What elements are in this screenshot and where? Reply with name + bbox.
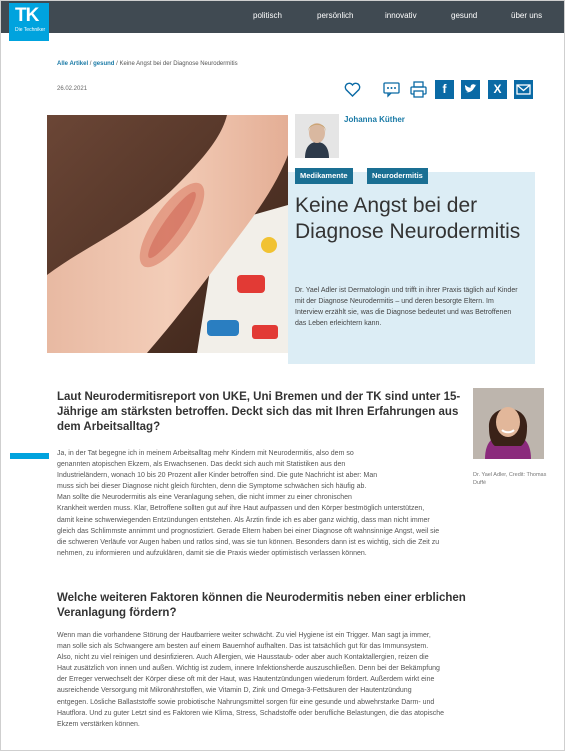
interviewee-photo bbox=[473, 388, 544, 459]
answer-line: Also, nicht zu viel reinigen und desinfizieren. Auch Allergien, wie Hausstaub- oder aber auch Kontaktallergien, reizen die bbox=[57, 654, 429, 662]
answer-line: Ekzem verstärken können. bbox=[57, 720, 140, 728]
answer-line: Ja, in der Tat begegne ich in meinem Arbeitsalltag mehr Kindern mit Neurodermitis, also dem so bbox=[57, 450, 354, 457]
question-heading-1: Laut Neurodermitisreport von UKE, Uni Bremen und der TK sind unter 15-Jährige am stärksten betroffen. Deckt sich das mit Ihren Erfahrungen aus dem Arbeitsalltag? bbox=[57, 391, 461, 433]
answer-line: Man sollte die Neurodermitis als eine Veranlagung sehen, die nicht immer zu einer chronischen bbox=[57, 494, 352, 502]
answer-line: gleich das Schlimmste annimmt und prognostiziert. Gerade Eltern haben bei einer Diagnose oft wahnsinnige Angst, weil sie bbox=[57, 527, 440, 535]
article-title: Keine Angst bei der Diagnose Neurodermitis bbox=[295, 194, 521, 243]
answer-line: Hautflora. Und zu guter Letzt sind es Faktoren wie Klima, Stress, Schadstoffe oder berufliche Belastungen, die das atopische bbox=[57, 709, 445, 717]
answer-line: der Erreger verwechselt der Körper diese oft mit der Haut, was Hautentzündungen wiederum fördert. Außerdem wirkt eine bbox=[57, 676, 435, 684]
breadcrumb bbox=[57, 61, 238, 67]
breadcrumb-all-articles[interactable]: Alle Artikel bbox=[57, 61, 89, 67]
twitter-icon[interactable] bbox=[461, 80, 480, 99]
answer-line: ausreichende Versorgung mit Mikronährstoffen, wie Vitamin D, Zink und Omega-3-Fettsäuren der Hautentzündung bbox=[57, 687, 412, 695]
nav-item-politisch[interactable]: politisch bbox=[253, 11, 282, 20]
heart-icon[interactable] bbox=[343, 80, 362, 99]
answer-line: Wenn man die vorhandene Störung der Hautbarriere weiter schwächt. Zu viel Hygiene ist ein Trigger. Man sagt ja immer, bbox=[57, 632, 431, 639]
side-accent-bar bbox=[10, 453, 49, 459]
answer-line: Haut zusätzlich von innen und außen. Wichtig ist zudem, innere Infektionsherde auszuschließen. Denn bei der Bekämpfung bbox=[57, 665, 440, 673]
xing-icon[interactable]: X bbox=[488, 80, 507, 99]
logo-mark: TK bbox=[15, 5, 39, 26]
answer-line: genannten atopischen Ekzem, als Erwachsenen. Das deckt sich auch mit Statistiken aus den bbox=[57, 461, 346, 469]
author-name[interactable]: Johanna Küther bbox=[344, 115, 405, 124]
answer-2 bbox=[57, 630, 444, 730]
answer-line: Industrieländern, wonach 10 bis 20 Prozent aller Kinder betroffen sind. Die gute Nachricht ist aber: Man bbox=[57, 472, 378, 480]
nav-item-ueber-uns[interactable]: über uns bbox=[511, 11, 543, 20]
logo-subtext: Die Techniker bbox=[15, 27, 46, 33]
author-photo bbox=[295, 114, 339, 158]
print-icon[interactable] bbox=[409, 80, 428, 99]
tag-medikamente[interactable]: Medikamente bbox=[295, 168, 353, 184]
nav-item-persoenlich[interactable]: persönlich bbox=[317, 11, 354, 20]
breadcrumb-separator: / bbox=[116, 61, 120, 67]
question-heading-2: Welche weiteren Faktoren können die Neurodermitis neben einer erblichen Veranlagung fördern? bbox=[57, 592, 466, 619]
breadcrumb-separator: / bbox=[89, 61, 94, 67]
nav-item-gesund[interactable]: gesund bbox=[451, 11, 478, 20]
tag-neurodermitis[interactable]: Neurodermitis bbox=[367, 168, 428, 184]
answer-line: man solle sich als Schwangere am besten auf einem Bauernhof aufhalten. Das ist tatsächlich gut für das Immunsystem. bbox=[57, 643, 429, 651]
breadcrumb-gesund[interactable]: gesund bbox=[93, 61, 115, 67]
answer-line: Krankheit werden muss. Klar, Betroffene sollten gut auf ihre Haut aufpassen und den Körper bestmöglich unterstützen, bbox=[57, 505, 425, 513]
comment-icon[interactable] bbox=[382, 80, 401, 99]
tk-logo[interactable] bbox=[9, 3, 49, 41]
interviewee-photo-caption: Dr. Yael Adler, Credit: Thomas Duffé bbox=[473, 472, 547, 486]
facebook-icon[interactable]: f bbox=[435, 80, 454, 99]
top-navigation bbox=[1, 1, 565, 33]
answer-line: damit keine schwerwiegenden Entzündungen entstehen. Als Ärztin finde ich es aber ganz wichtig, dass man nicht immer bbox=[57, 516, 430, 524]
mail-icon[interactable] bbox=[514, 80, 533, 99]
answer-line: nehmen, zu informieren und aufzuklären, damit sie die Praxis wieder optimistisch verlassen können. bbox=[57, 549, 367, 557]
answer-1 bbox=[57, 448, 439, 559]
answer-line: die schweren Verläufe vor Augen haben und ratlos sind, was sie tun können. Besonders dann ist es wichtig, sich die Zeit zu bbox=[57, 538, 440, 546]
article-lead: Dr. Yael Adler ist Dermatologin und trifft in ihrer Praxis täglich auf Kinder mit der Diagnose Neurodermitis – und deren besorgte Eltern. Im Interview erzählt sie, was die Diagnose bedeutet und was Betroffenen das Leben erleichtern kann. bbox=[295, 287, 518, 327]
hero-image bbox=[47, 115, 288, 353]
answer-line: entgegen. Lösliche Ballaststoffe sowie probiotische Nahrungsmittel sorgen für eine gesunde und abwehrstarke Darm- und bbox=[57, 698, 435, 706]
article-date: 26.02.2021 bbox=[57, 86, 88, 92]
breadcrumb-current: Keine Angst bei der Diagnose Neurodermitis bbox=[119, 61, 238, 67]
answer-line: muss sich bei dieser Diagnose nicht gleich fürchten, denn die Symptome schwächen sich häufig ab. bbox=[57, 483, 367, 491]
nav-item-innovativ[interactable]: innovativ bbox=[385, 11, 417, 20]
